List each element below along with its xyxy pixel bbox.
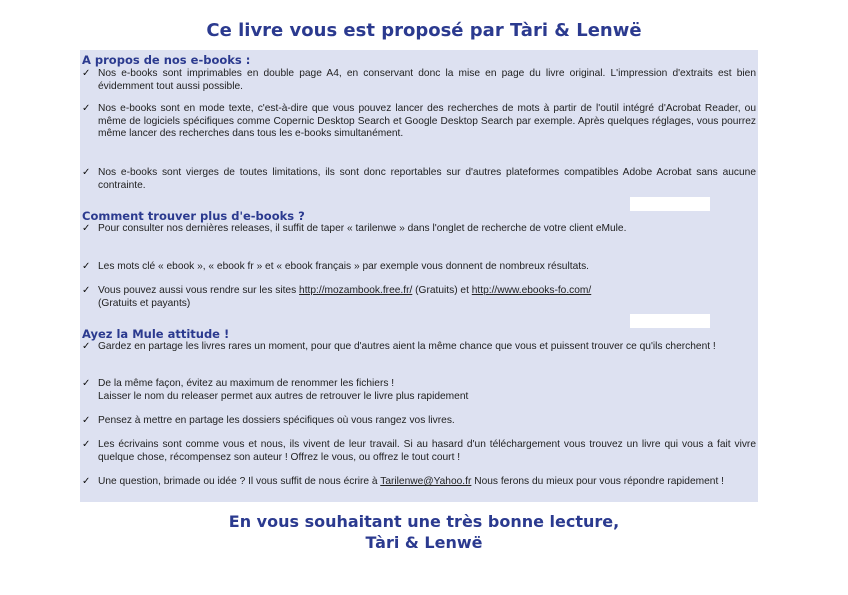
closing-line: En vous souhaitant une très bonne lecture,	[228, 512, 620, 531]
list-item	[82, 378, 756, 403]
checkmark-icon: ✓	[82, 68, 91, 79]
item-text	[98, 285, 756, 310]
checkmark-icon: ✓	[82, 103, 91, 114]
contact-text: Une question, brimade ou idée ? Il vous suffit de nous écrire à	[98, 476, 378, 487]
item-text: Nos e-books sont en mode texte, c'est-à-dire que vous pouvez lancer des recherches de mots à partir de l'outil intégré d'Acrobat Reader, ou même de logiciels spécifiques comme Copernic Desktop Search et Google Desktop Search par exemple. Après quelques réglages, vous pourrez même lancer des recherches dans tous les e-books simultanément.	[98, 103, 756, 139]
checkmark-icon: ✓	[82, 439, 91, 450]
releaser-text: Laisser le nom du releaser permet aux autres de retrouver le livre plus rapidement	[98, 390, 469, 402]
list-item	[82, 103, 756, 141]
checkmark-icon: ✓	[82, 415, 91, 426]
item-text: Nos e-books sont vierges de toutes limitations, ils sont donc reportables sur d'autres plateformes compatibles Adobe Acrobat sans aucune contrainte.	[98, 167, 756, 191]
list-item	[82, 439, 756, 464]
sites-text: Vous pouvez aussi vous rendre sur les sites	[98, 285, 297, 296]
rename-text: De la même façon, évitez au maximum de renommer les fichiers !	[98, 378, 395, 389]
item-text: Pensez à mettre en partage les dossiers spécifiques où vous rangez vos livres.	[98, 415, 455, 426]
checkmark-icon: ✓	[82, 223, 91, 234]
checkmark-icon: ✓	[82, 378, 91, 389]
item-text: Les écrivains sont comme vous et nous, ils vivent de leur travail. Si au hasard d'un téléchargement vous trouvez un livre qui vous a fait vivre quelque chose, récompensez son auteur ! Offrez le vous, ou offrez le tout court !	[98, 439, 756, 463]
checkmark-icon: ✓	[82, 167, 91, 178]
checkmark-icon: ✓	[82, 261, 91, 272]
section-title: A propos de nos e-books :	[82, 53, 251, 67]
item-text	[98, 378, 756, 403]
ebooks-link[interactable]: http://www.ebooks-fo.com/	[471, 285, 592, 296]
item-text: Gardez en partage les livres rares un moment, pour que d'autres aient la même chance que vous et puissent trouver ce qu'ils cherchent !	[98, 341, 716, 352]
checkmark-icon: ✓	[82, 476, 91, 487]
list-item	[82, 261, 756, 274]
item-text	[98, 476, 756, 489]
checkmark-icon: ✓	[82, 285, 91, 296]
section-title: Comment trouver plus d'e-books ?	[82, 209, 305, 223]
divider	[630, 314, 710, 328]
section-title: Ayez la Mule attitude !	[82, 327, 230, 341]
checkmark-icon: ✓	[82, 341, 91, 352]
closing-signature: Tàri & Lenwë	[365, 533, 483, 552]
item-text: Les mots clé « ebook », « ebook fr » et « ebook français » par exemple vous donnent de nombreux résultats.	[98, 261, 589, 272]
mozambook-link[interactable]: http://mozambook.free.fr/	[299, 285, 413, 296]
list-item	[82, 341, 756, 354]
email-link[interactable]: Tarilenwe@Yahoo.fr	[380, 476, 472, 487]
paid-note: (Gratuits et payants)	[98, 297, 191, 309]
page-title: Ce livre vous est proposé par Tàri & Lenwë	[206, 20, 642, 41]
item-text: Pour consulter nos dernières releases, il suffit de taper « tarilenwe » dans l'onglet de recherche de votre client eMule.	[98, 223, 627, 234]
list-item	[82, 68, 756, 93]
list-item	[82, 167, 756, 192]
list-item	[82, 285, 756, 310]
list-item	[82, 415, 756, 428]
divider	[630, 197, 710, 211]
list-item	[82, 223, 756, 236]
free-note: (Gratuits) et	[415, 285, 469, 296]
item-text: Nos e-books sont imprimables en double page A4, en conservant donc la mise en page du livre original. L'impression d'extraits est bien évidemment tout aussi possible.	[98, 68, 756, 92]
list-item	[82, 476, 756, 489]
reply-text: Nous ferons du mieux pour vous répondre rapidement !	[474, 476, 724, 487]
